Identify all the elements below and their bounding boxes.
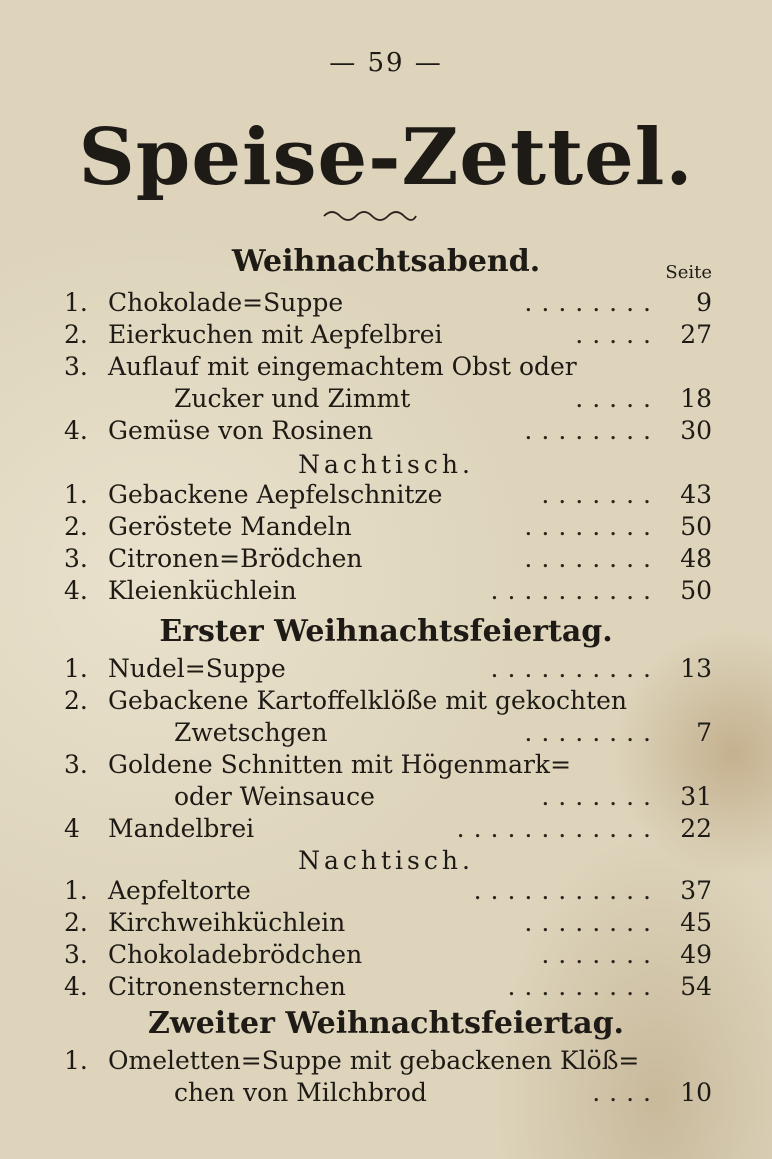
- menu-item: [64, 1046, 712, 1078]
- leader-dots: .......: [541, 480, 660, 509]
- item-page: 50: [680, 576, 712, 605]
- leader-dots: .....: [575, 384, 660, 413]
- item-page: 54: [680, 972, 712, 1001]
- item-number: 4: [64, 814, 80, 843]
- leader-dots: ........: [524, 544, 660, 573]
- menu-item: [64, 320, 712, 352]
- menu-item: [64, 352, 712, 384]
- item-number: 1.: [64, 1046, 88, 1075]
- item-text-continued: Zucker und Zimmt: [174, 384, 411, 413]
- item-number: 1.: [64, 480, 88, 509]
- section-heading-weihnachtsabend: Weihnachtsabend.: [231, 244, 541, 279]
- subheading-nachtisch: Nachtisch.: [298, 846, 474, 875]
- item-text: Omeletten=Suppe mit gebackenen Klöß=: [108, 1046, 640, 1075]
- item-page: 13: [680, 654, 712, 683]
- item-number: 1.: [64, 876, 88, 905]
- menu-item-continuation: [64, 384, 712, 416]
- menu-item: [64, 814, 712, 846]
- item-page: 18: [680, 384, 712, 413]
- leader-dots: ........: [524, 416, 660, 445]
- section-heading-erster-feiertag: Erster Weihnachtsfeiertag.: [159, 614, 613, 649]
- item-page: 9: [696, 288, 712, 317]
- menu-item: [64, 416, 712, 448]
- menu-item-continuation: [64, 1078, 712, 1110]
- leader-dots: .......: [541, 782, 660, 811]
- item-text-continued: Zwetschgen: [174, 718, 328, 747]
- item-text: Citronensternchen: [108, 972, 346, 1001]
- item-page: 27: [680, 320, 712, 349]
- item-text: Auflauf mit eingemachtem Obst oder: [108, 352, 577, 381]
- leader-dots: ..........: [490, 576, 660, 605]
- item-text: Goldene Schnitten mit Högenmark=: [108, 750, 572, 779]
- dessert-item: [64, 972, 712, 1004]
- item-text: Citronen=Brödchen: [108, 544, 363, 573]
- item-page: 48: [680, 544, 712, 573]
- dessert-item: [64, 544, 712, 576]
- leader-dots: ...........: [473, 876, 660, 905]
- item-text: Kleienküchlein: [108, 576, 297, 605]
- leader-dots: ........: [524, 512, 660, 541]
- item-page: 37: [680, 876, 712, 905]
- section-heading-zweiter-feiertag: Zweiter Weihnachtsfeiertag.: [147, 1006, 624, 1041]
- dessert-item: [64, 512, 712, 544]
- menu-item-continuation: [64, 718, 712, 750]
- item-page: 7: [696, 718, 712, 747]
- item-page: 50: [680, 512, 712, 541]
- page-number: — 59 —: [329, 48, 443, 78]
- item-text: Gebackene Kartoffelklöße mit gekochten: [108, 686, 628, 715]
- item-number: 3.: [64, 352, 88, 381]
- item-number: 4.: [64, 576, 88, 605]
- item-number: 1.: [64, 288, 88, 317]
- dessert-item: [64, 908, 712, 940]
- leader-dots: ........: [524, 908, 660, 937]
- leader-dots: ....: [592, 1078, 660, 1107]
- item-text: Chokoladebrödchen: [108, 940, 363, 969]
- item-text: Geröstete Mandeln: [108, 512, 352, 541]
- item-text: Mandelbrei: [108, 814, 255, 843]
- leader-dots: ........: [524, 718, 660, 747]
- item-text: Gemüse von Rosinen: [108, 416, 374, 445]
- leader-dots: .......: [541, 940, 660, 969]
- item-number: 2.: [64, 320, 88, 349]
- item-page: 22: [680, 814, 712, 843]
- item-page: 43: [680, 480, 712, 509]
- item-text-continued: oder Weinsauce: [174, 782, 375, 811]
- item-page: 10: [680, 1078, 712, 1107]
- menu-item-continuation: [64, 782, 712, 814]
- item-number: 4.: [64, 416, 88, 445]
- item-page: 31: [680, 782, 712, 811]
- item-page: 49: [680, 940, 712, 969]
- item-number: 3.: [64, 750, 88, 779]
- leader-dots: .....: [575, 320, 660, 349]
- item-number: 3.: [64, 544, 88, 573]
- ornament-divider: [322, 206, 418, 224]
- leader-dots: ........: [524, 288, 660, 317]
- column-header-seite: Seite: [665, 262, 712, 283]
- item-text: Eierkuchen mit Aepfelbrei: [108, 320, 443, 349]
- dessert-item: [64, 876, 712, 908]
- dessert-item: [64, 576, 712, 608]
- menu-item: [64, 750, 712, 782]
- dessert-item: [64, 940, 712, 972]
- leader-dots: ..........: [490, 654, 660, 683]
- menu-item: [64, 288, 712, 320]
- dessert-item: [64, 480, 712, 512]
- subheading-nachtisch: Nachtisch.: [298, 450, 474, 479]
- menu-item: [64, 654, 712, 686]
- page-title: Speise-Zettel.: [78, 112, 694, 203]
- item-text: Chokolade=Suppe: [108, 288, 344, 317]
- menu-item: [64, 686, 712, 718]
- item-number: 2.: [64, 512, 88, 541]
- item-text: Gebackene Aepfelschnitze: [108, 480, 443, 509]
- item-number: 1.: [64, 654, 88, 683]
- item-page: 45: [680, 908, 712, 937]
- item-number: 2.: [64, 908, 88, 937]
- item-text: Nudel=Suppe: [108, 654, 286, 683]
- leader-dots: .........: [507, 972, 660, 1001]
- item-text: Aepfeltorte: [108, 876, 251, 905]
- leader-dots: ............: [456, 814, 660, 843]
- item-number: 4.: [64, 972, 88, 1001]
- item-page: 30: [680, 416, 712, 445]
- item-number: 2.: [64, 686, 88, 715]
- item-text: Kirchweihküchlein: [108, 908, 346, 937]
- item-text-continued: chen von Milchbrod: [174, 1078, 427, 1107]
- item-number: 3.: [64, 940, 88, 969]
